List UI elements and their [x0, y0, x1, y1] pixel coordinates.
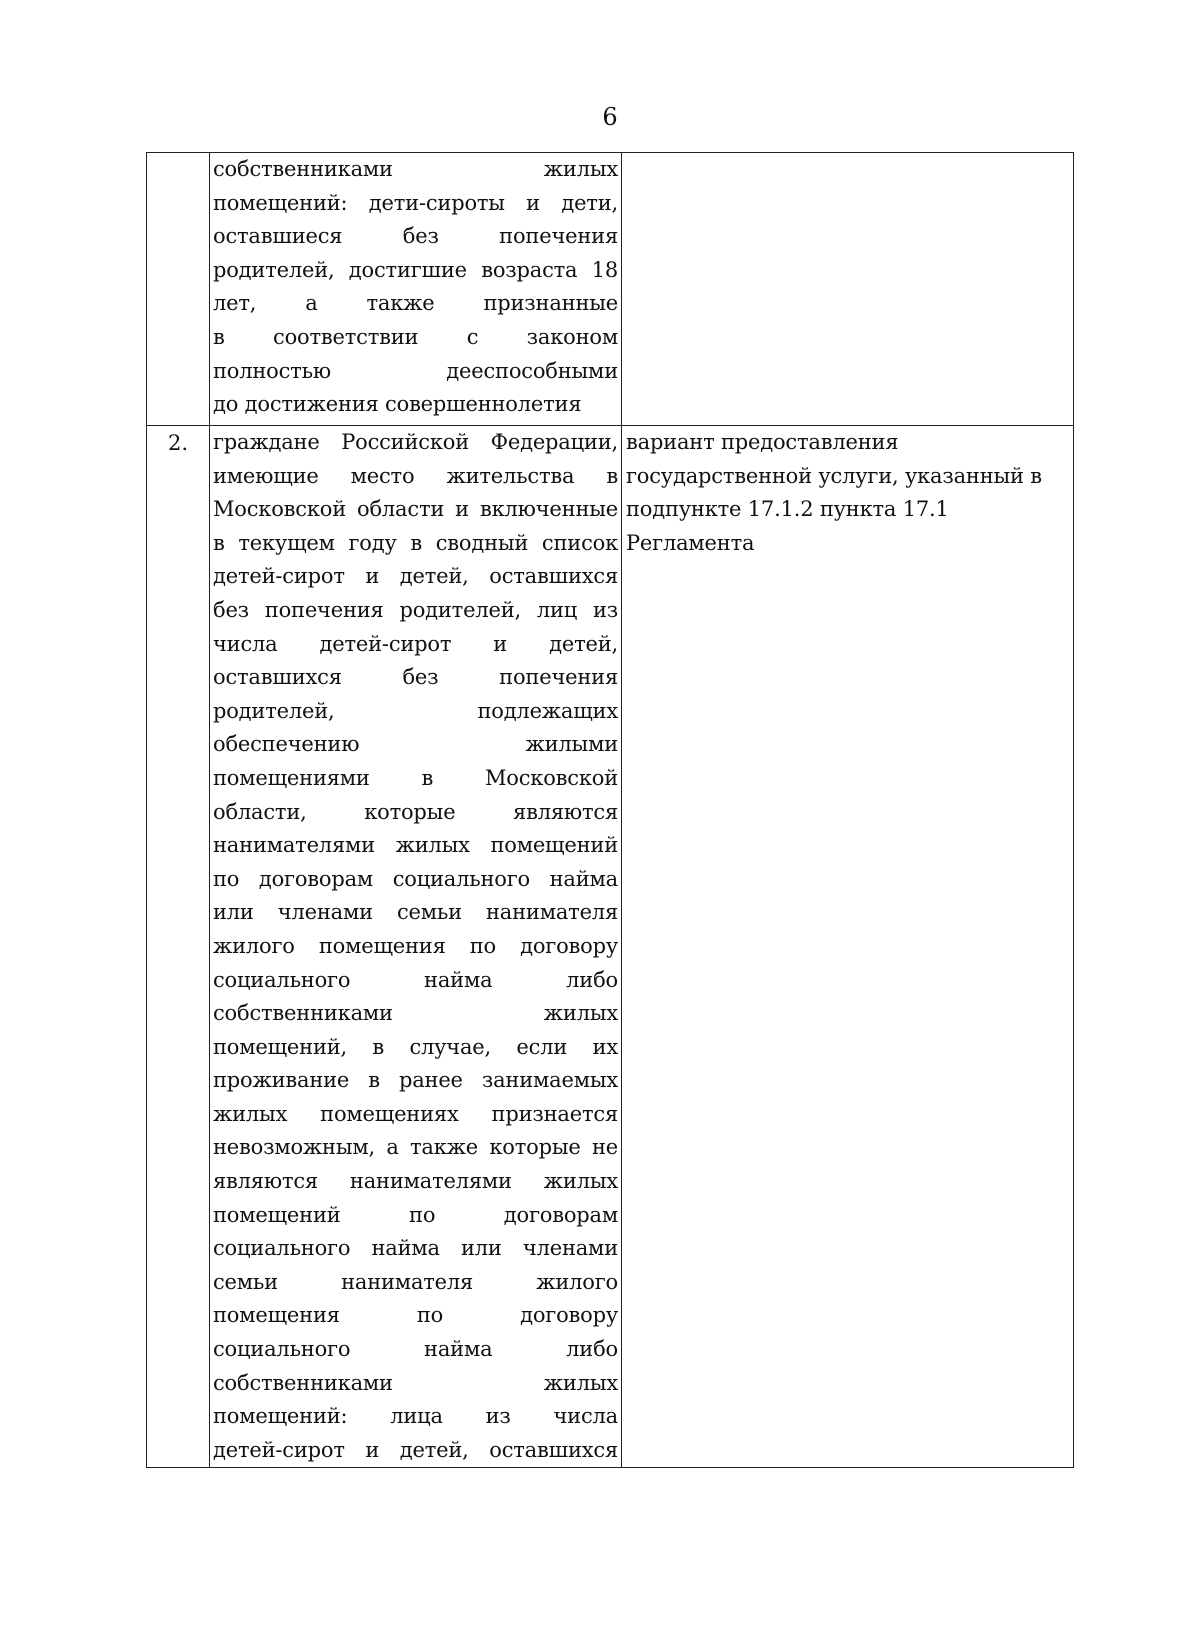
table-row — [147, 426, 1074, 1468]
text-line: Регламента — [626, 530, 755, 555]
text-line: помещениями в Московской — [213, 765, 618, 790]
text-line: помещений по договорам — [213, 1202, 618, 1227]
text-line: собственниками жилых — [213, 157, 618, 181]
text-line: оставшиеся без попечения — [213, 224, 618, 249]
text-line: полностью дееспособными — [213, 358, 618, 383]
text-line: без попечения родителей, лиц из — [213, 597, 618, 622]
text-line: подпункте 17.1.2 пункта 17.1 — [626, 497, 949, 522]
text-line: оставшихся без попечения — [213, 665, 618, 690]
text-line: нанимателями жилых помещений — [213, 833, 618, 858]
text-line: лет, а также признанные — [213, 291, 618, 316]
text-line: граждане Российской Федерации, — [213, 430, 618, 454]
service-variant-text — [622, 426, 1073, 560]
text-line: вариант предоставления — [626, 430, 899, 454]
text-line: собственниками жилых — [213, 1001, 618, 1026]
table-row — [147, 153, 1074, 426]
text-line: до достижения совершеннолетия — [213, 392, 582, 417]
row-number — [147, 153, 209, 154]
text-line: невозможным, а также которые не — [213, 1135, 618, 1160]
page-number: 6 — [602, 103, 618, 131]
text-line: помещений: дети-сироты и дети, — [213, 190, 618, 215]
applicant-category-cell — [210, 426, 622, 1468]
text-line: родителей, достигшие возраста 18 — [213, 257, 618, 282]
text-line: социального найма или членами — [213, 1236, 618, 1261]
row-number-cell — [147, 153, 210, 426]
text-line: государственной услуги, указанный в — [626, 463, 1042, 488]
text-line: собственниками жилых — [213, 1370, 618, 1395]
text-line: являются нанимателями жилых — [213, 1169, 618, 1194]
applicant-category-text — [210, 153, 621, 422]
text-line: области, которые являются — [213, 799, 618, 824]
service-variant-cell — [622, 153, 1074, 426]
text-line: числа детей-сирот и детей, — [213, 631, 618, 656]
text-line: обеспечению жилыми — [213, 732, 618, 757]
service-variant-cell — [622, 426, 1074, 1468]
text-line: имеющие место жительства в — [213, 463, 618, 488]
text-line: жилых помещениях признается — [213, 1101, 618, 1126]
applicant-category-cell — [210, 153, 622, 426]
applicant-category-text — [210, 426, 621, 1467]
text-line: жилого помещения по договору — [213, 933, 618, 958]
text-line: проживание в ранее занимаемых — [213, 1068, 618, 1093]
text-line: семьи нанимателя жилого — [213, 1269, 618, 1294]
text-line: социального найма либо — [213, 1337, 618, 1362]
text-line: помещений, в случае, если их — [213, 1034, 618, 1059]
text-line: в соответствии с законом — [213, 324, 618, 349]
row-number: 2. — [167, 431, 189, 455]
text-line: помещения по договору — [213, 1303, 618, 1328]
eligibility-table — [146, 152, 1074, 1468]
text-line: детей-сирот и детей, оставшихся — [213, 1437, 618, 1462]
text-line: в текущем году в сводный список — [213, 530, 618, 555]
text-line: социального найма либо — [213, 967, 618, 992]
text-line: помещений: лица из числа — [213, 1404, 618, 1429]
text-line: или членами семьи нанимателя — [213, 900, 618, 925]
text-line: Московской области и включенные — [213, 497, 618, 522]
row-number-cell — [147, 426, 210, 1468]
text-line: родителей, подлежащих — [213, 698, 618, 723]
text-line: по договорам социального найма — [213, 866, 618, 891]
text-line: детей-сирот и детей, оставшихся — [213, 564, 618, 589]
